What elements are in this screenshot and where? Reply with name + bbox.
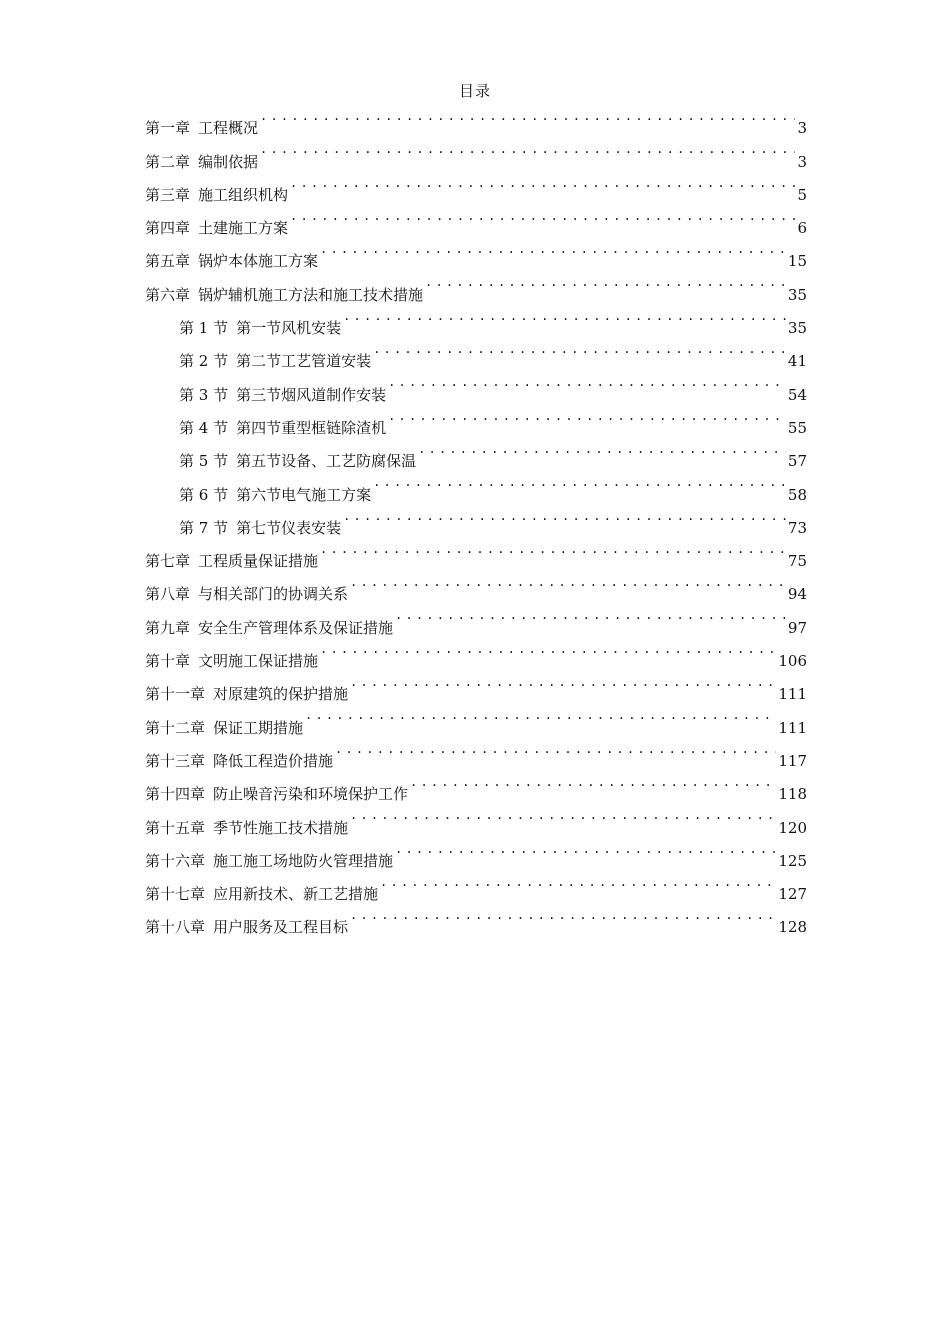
toc-entry-number: 第十六章 xyxy=(145,851,206,870)
toc-entry-number: 第 5 节 xyxy=(179,452,229,471)
toc-entry-title: 第七节仪表安装 xyxy=(236,518,342,537)
toc-entry-title: 安全生产管理体系及保证措施 xyxy=(198,618,394,637)
toc-entry-title: 施工施工场地防火管理措施 xyxy=(213,851,394,870)
table-of-contents xyxy=(145,100,807,937)
toc-entry-number: 第 2 节 xyxy=(179,352,229,371)
toc-dot-leader xyxy=(305,699,776,732)
toc-entry-title: 防止噪音污染和环境保护工作 xyxy=(213,785,409,804)
toc-entry-title: 应用新技术、新工艺措施 xyxy=(213,885,379,904)
toc-entry-title: 对原建筑的保护措施 xyxy=(213,685,349,704)
toc-dot-leader xyxy=(290,200,795,233)
toc-entry-page: 94 xyxy=(787,585,807,604)
toc-entry-title: 第五节设备、工艺防腐保温 xyxy=(236,452,417,471)
toc-dot-leader xyxy=(350,899,776,932)
toc-entry-title: 第一节风机安装 xyxy=(236,319,342,338)
toc-entry-page: 128 xyxy=(778,918,807,937)
toc-entry-number: 第十三章 xyxy=(145,751,206,770)
toc-entry-number: 第七章 xyxy=(145,552,191,571)
toc-dot-leader xyxy=(418,433,786,466)
toc-entry-page: 75 xyxy=(787,552,807,571)
toc-entry-number: 第八章 xyxy=(145,585,191,604)
toc-entry-number: 第十章 xyxy=(145,652,191,671)
toc-dot-leader xyxy=(373,466,786,499)
toc-dot-leader xyxy=(260,133,795,166)
toc-entry-title: 锅炉辅机施工方法和施工技术措施 xyxy=(198,285,424,304)
toc-entry-page: 111 xyxy=(778,685,807,704)
toc-entry-page: 97 xyxy=(787,618,807,637)
toc-dot-leader xyxy=(320,633,776,666)
toc-entry-number: 第十一章 xyxy=(145,685,206,704)
toc-entry-number: 第九章 xyxy=(145,618,191,637)
toc-dot-leader xyxy=(320,533,786,566)
toc-entry-page: 120 xyxy=(778,818,807,837)
toc-entry-number: 第 7 节 xyxy=(179,518,229,537)
toc-entry-page: 3 xyxy=(797,119,807,138)
toc-dot-leader xyxy=(320,233,786,266)
toc-entry-number: 第三章 xyxy=(145,185,191,204)
toc-entry-number: 第十七章 xyxy=(145,885,206,904)
toc-entry-title: 季节性施工技术措施 xyxy=(213,818,349,837)
toc-entry-page: 57 xyxy=(787,452,807,471)
toc-entry-number: 第四章 xyxy=(145,219,191,238)
toc-entry-number: 第五章 xyxy=(145,252,191,271)
toc-entry-title: 与相关部门的协调关系 xyxy=(198,585,349,604)
toc-entry-page: 35 xyxy=(787,319,807,338)
toc-entry-title: 降低工程造价措施 xyxy=(213,751,334,770)
toc-entry-number: 第二章 xyxy=(145,152,191,171)
toc-dot-leader xyxy=(395,833,776,866)
toc-entry-title: 第三节烟风道制作安装 xyxy=(236,385,387,404)
toc-entry-number: 第 4 节 xyxy=(179,418,229,437)
toc-entry-title: 编制依据 xyxy=(198,152,259,171)
toc-entry-title: 保证工期措施 xyxy=(213,718,304,737)
toc-entry-page: 5 xyxy=(797,185,807,204)
toc-dot-leader xyxy=(425,266,786,299)
toc-dot-leader xyxy=(380,866,776,899)
toc-entry-title: 施工组织机构 xyxy=(198,185,289,204)
toc-dot-leader xyxy=(335,733,776,766)
toc-dot-leader xyxy=(343,300,786,333)
toc-entry-number: 第六章 xyxy=(145,285,191,304)
toc-dot-leader xyxy=(388,400,786,433)
toc-entry-page: 111 xyxy=(778,718,807,737)
toc-dot-leader xyxy=(343,500,786,533)
toc-entry-title: 工程质量保证措施 xyxy=(198,552,319,571)
toc-entry-number: 第十二章 xyxy=(145,718,206,737)
toc-dot-leader xyxy=(350,799,776,832)
toc-entry-title: 土建施工方案 xyxy=(198,219,289,238)
toc-dot-leader xyxy=(350,566,786,599)
toc-dot-leader xyxy=(410,766,776,799)
toc-entry-title: 用户服务及工程目标 xyxy=(213,918,349,937)
toc-entry-number: 第 6 节 xyxy=(179,485,229,504)
toc-entry-title: 第二节工艺管道安装 xyxy=(236,352,372,371)
toc-dot-leader xyxy=(373,333,786,366)
toc-entry-number: 第 1 节 xyxy=(179,319,229,338)
toc-entry-page: 117 xyxy=(778,751,807,770)
toc-entry-number: 第十四章 xyxy=(145,785,206,804)
toc-entry-page: 35 xyxy=(787,285,807,304)
toc-entry-number: 第一章 xyxy=(145,119,191,138)
toc-dot-leader xyxy=(260,100,795,133)
toc-dot-leader xyxy=(388,366,786,399)
toc-entry-page: 3 xyxy=(797,152,807,171)
toc-entry-title: 锅炉本体施工方案 xyxy=(198,252,319,271)
toc-entry-page: 15 xyxy=(787,252,807,271)
toc-entry-title: 第四节重型框链除渣机 xyxy=(236,418,387,437)
toc-entry-number: 第十五章 xyxy=(145,818,206,837)
toc-entry-number: 第十八章 xyxy=(145,918,206,937)
page-title: 目录 xyxy=(458,82,491,100)
toc-dot-leader xyxy=(395,599,786,632)
toc-entry-page: 54 xyxy=(787,385,807,404)
toc-dot-leader xyxy=(290,167,795,200)
toc-entry-page: 125 xyxy=(778,851,807,870)
toc-entry-page: 6 xyxy=(797,219,807,238)
toc-entry-page: 58 xyxy=(787,485,807,504)
toc-entry-page: 106 xyxy=(778,652,807,671)
toc-chapter-entry[interactable] xyxy=(145,100,807,138)
toc-entry-page: 118 xyxy=(778,785,807,804)
toc-entry-page: 55 xyxy=(787,418,807,437)
toc-entry-page: 127 xyxy=(778,885,807,904)
toc-dot-leader xyxy=(350,666,776,699)
toc-entry-page: 41 xyxy=(787,352,807,371)
toc-entry-title: 工程概况 xyxy=(198,119,259,138)
toc-entry-title: 第六节电气施工方案 xyxy=(236,485,372,504)
toc-entry-title: 文明施工保证措施 xyxy=(198,652,319,671)
toc-entry-page: 73 xyxy=(787,518,807,537)
toc-entry-number: 第 3 节 xyxy=(179,385,229,404)
